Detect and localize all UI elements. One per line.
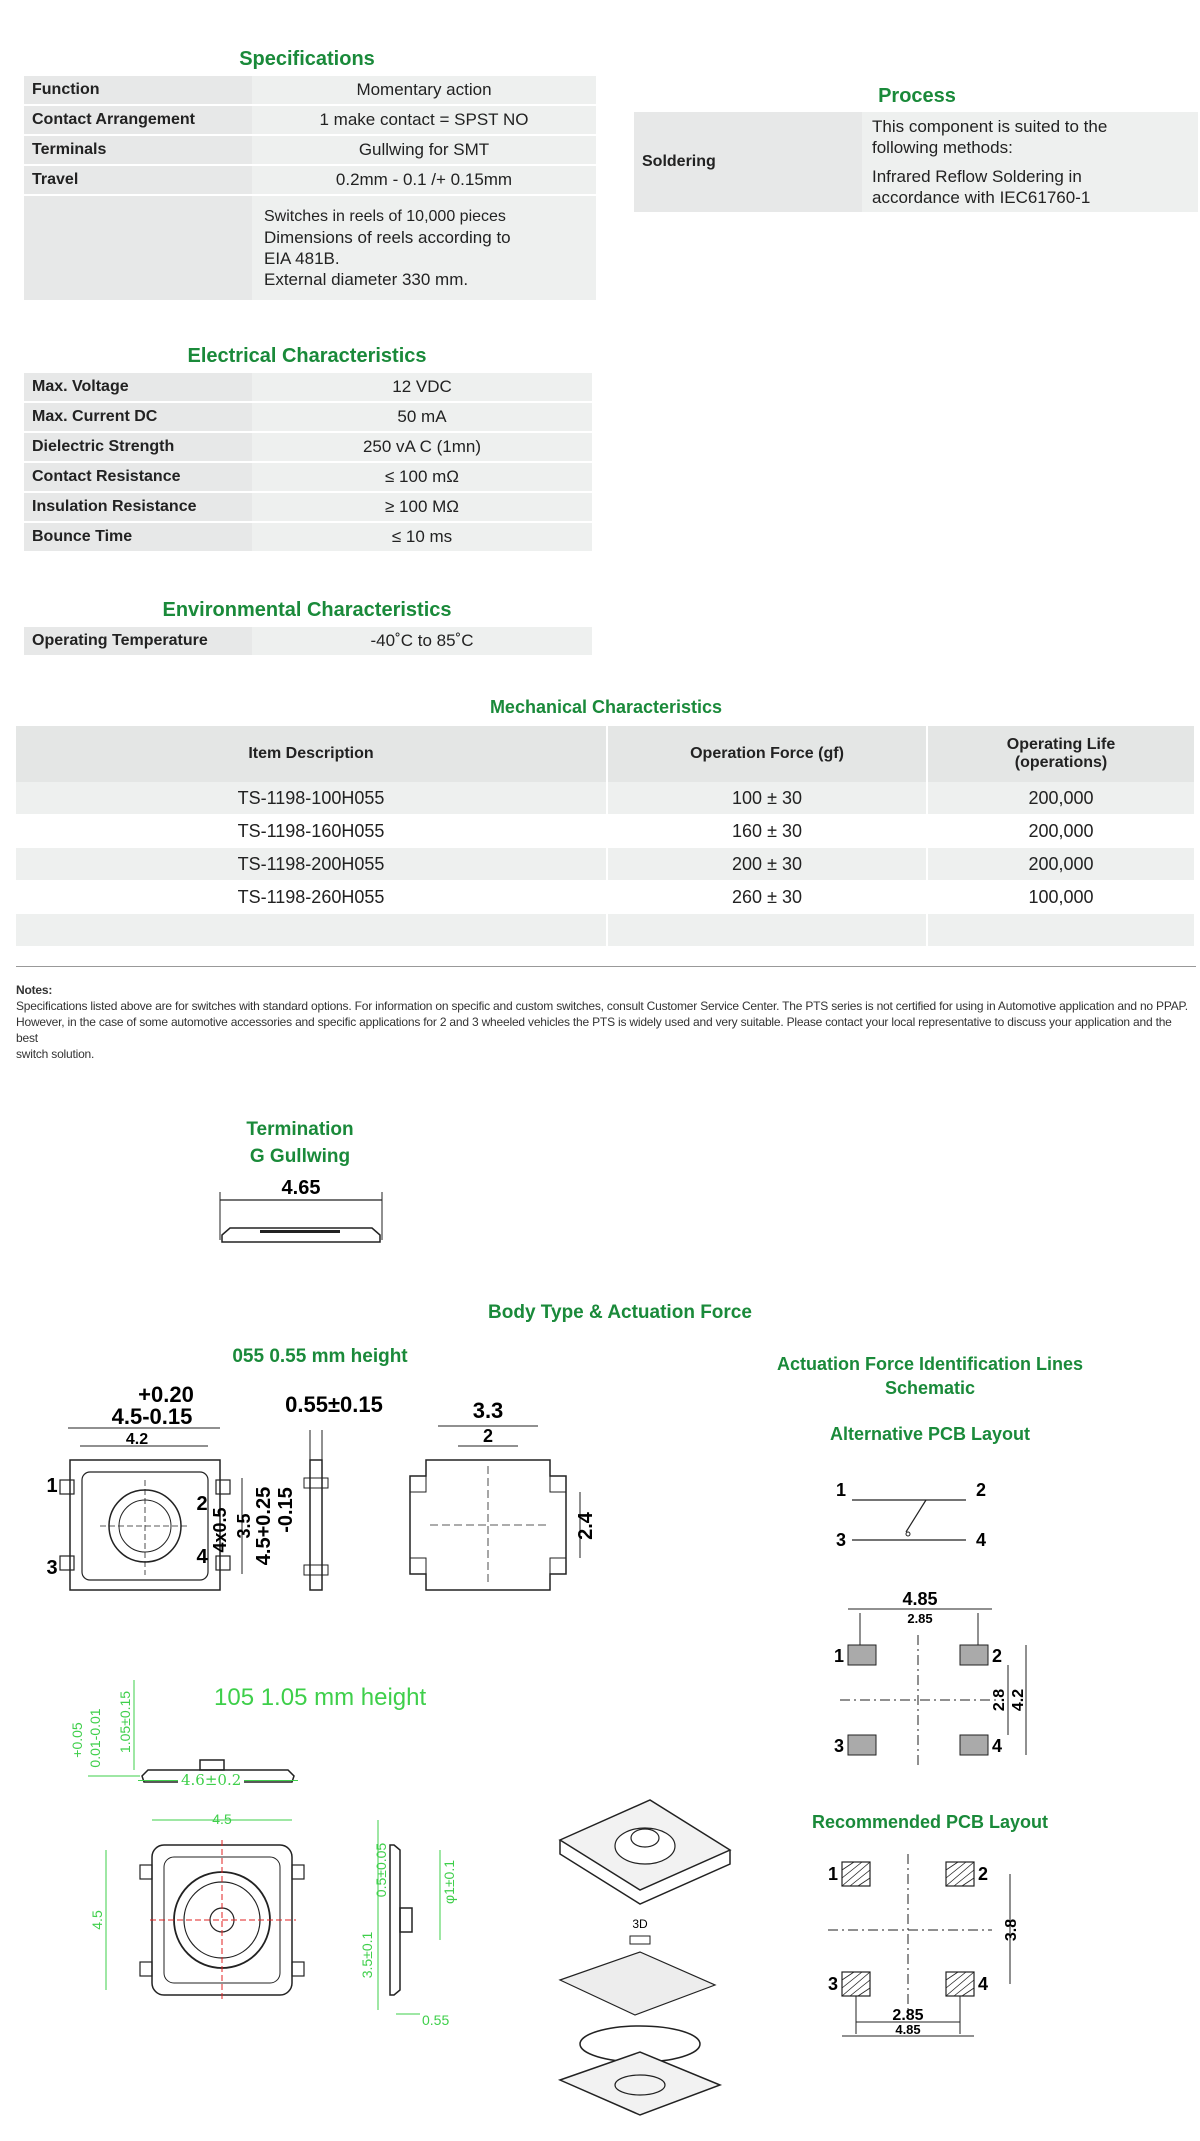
table-row <box>16 914 1195 947</box>
table-row <box>24 105 596 135</box>
pin-label: 2 <box>196 1493 208 1515</box>
dim-plus: +0.20 <box>138 1382 194 1407</box>
environmental-table <box>24 627 592 657</box>
pin-pad <box>216 1556 230 1570</box>
alt-pcb-title: Alternative PCB Layout <box>829 1424 1031 1444</box>
pin-label: 1 <box>836 1480 847 1500</box>
specifications-table <box>24 76 596 302</box>
side-body <box>390 1845 400 1995</box>
table-row <box>16 782 1195 815</box>
force-cell: 100 ± 30 <box>607 782 927 815</box>
pin-label: 4 <box>992 1736 1003 1756</box>
termination-title-line2: G Gullwing <box>249 1146 351 1167</box>
force-cell: 260 ± 30 <box>607 881 927 914</box>
pin-label: 2 <box>992 1646 1003 1666</box>
header-operating-life-line2: (operations) <box>1014 754 1108 771</box>
item-cell: TS-1198-200H055 <box>16 848 607 881</box>
rec-pcb-title: Recommended PCB Layout <box>811 1812 1049 1832</box>
pin-label: 4 <box>976 1530 987 1550</box>
pin-label: 1 <box>834 1646 845 1666</box>
dim-3-5: 3.5 <box>234 1513 254 1539</box>
item-cell <box>16 947 607 980</box>
pin-pad <box>140 1962 152 1976</box>
dim-minus: -0.15 <box>275 1487 297 1533</box>
spec-value: ≤ 10 ms <box>252 522 592 552</box>
table-row <box>24 432 592 462</box>
dim-width-main: 4.5-0.15 <box>111 1404 193 1429</box>
side-pin <box>304 1565 328 1575</box>
spec-label: Contact Arrangement <box>24 105 252 135</box>
dim-right-a: 0.5±0.05 <box>373 1842 389 1898</box>
h105-title: 105 1.05 mm height <box>214 1684 427 1711</box>
spec-value: Momentary action <box>252 76 596 105</box>
table-row <box>24 135 596 165</box>
force-cell: 160 ± 30 <box>607 815 927 848</box>
h055-title: 055 0.55 mm height <box>232 1346 408 1367</box>
label-3d: 3D <box>632 1917 648 1931</box>
pin-label: 2 <box>976 1480 987 1500</box>
spec-label: Function <box>24 76 252 105</box>
dim-top-width: 4.5 <box>212 1811 232 1827</box>
dim-outer: 4.85 <box>902 1589 938 1609</box>
schematic-title-line2: Schematic <box>884 1378 976 1398</box>
force-cell: 200 ± 30 <box>607 848 927 881</box>
process-line: following methods: <box>872 138 1013 157</box>
dim-top-width: 3.3 <box>472 1398 504 1423</box>
notes <box>16 982 1196 1062</box>
pin-pad <box>216 1480 230 1494</box>
3d-plunger <box>630 1936 650 1944</box>
schematic-title-line1: Actuation Force Identification Lines <box>776 1354 1084 1374</box>
spec-value: 12 VDC <box>252 373 592 402</box>
bottom-pad <box>410 1558 426 1574</box>
spec-value: 50 mA <box>252 402 592 432</box>
pin-label: 4 <box>978 1974 989 1994</box>
schematic-switch <box>906 1500 926 1532</box>
dim-right-c: φ1±0.1 <box>441 1859 457 1905</box>
dim-side-c: 1.05±0.15 <box>117 1690 133 1754</box>
dim-4-5: 4.5+0.25 <box>253 1486 275 1566</box>
table-row <box>16 848 1195 881</box>
table-row <box>634 112 1198 213</box>
spec-label: Travel <box>24 165 252 195</box>
dim-bottom-width: 4.6±0.2 <box>178 1771 244 1789</box>
packaging-line: Switches in reels of 10,000 pieces <box>264 208 506 225</box>
spec-label-empty <box>24 195 252 301</box>
dim-right-d: 0.55 <box>422 2012 450 2028</box>
header-operation-force: Operation Force (gf) <box>607 726 927 782</box>
table-row <box>24 165 596 195</box>
item-cell: TS-1198-260H055 <box>16 881 607 914</box>
spec-value: 0.2mm - 0.1 /+ 0.15mm <box>252 165 596 195</box>
3d-base <box>560 2052 720 2115</box>
pin-pad <box>292 1962 304 1976</box>
electrical-title: Electrical Characteristics <box>187 345 427 367</box>
pin-label: 1 <box>828 1864 839 1884</box>
spec-label: Max. Voltage <box>24 373 252 402</box>
process-line: accordance with IEC61760-1 <box>872 188 1091 207</box>
dim-inner: 2.85 <box>907 1611 933 1626</box>
electrical-table <box>24 373 592 553</box>
spec-label: Terminals <box>24 135 252 165</box>
spec-label: Contact Resistance <box>24 462 252 492</box>
spec-value: ≤ 100 mΩ <box>252 462 592 492</box>
pcb-pad <box>848 1735 876 1755</box>
pin-label: 3 <box>46 1557 58 1579</box>
process-line: This component is suited to the <box>872 117 1108 136</box>
schematic-contact <box>906 1532 910 1536</box>
spec-label: Insulation Resistance <box>24 492 252 522</box>
termination-title <box>200 1116 400 1170</box>
pin-label: 1 <box>46 1475 58 1497</box>
dim-v: 3.8 <box>1003 1918 1020 1942</box>
table-header-row <box>16 726 1195 782</box>
table-row <box>16 881 1195 914</box>
spec-value: ≥ 100 MΩ <box>252 492 592 522</box>
table-row <box>24 492 592 522</box>
rec-pcb-drawing <box>820 1850 1040 2040</box>
item-cell <box>16 914 607 947</box>
pcb-pad <box>960 1735 988 1755</box>
process-label: Soldering <box>634 112 862 213</box>
table-row <box>24 195 596 301</box>
dim-v-inner: 2.8 <box>991 1688 1008 1712</box>
spec-value: 250 vA C (1mn) <box>252 432 592 462</box>
spec-label: Operating Temperature <box>24 627 252 656</box>
environmental-title: Environmental Characteristics <box>162 599 452 621</box>
packaging-line: Dimensions of reels according to <box>264 228 511 247</box>
spec-label: Bounce Time <box>24 522 252 552</box>
h055-drawing <box>40 1380 600 1600</box>
bottom-pad <box>550 1476 566 1492</box>
table-row <box>24 522 592 552</box>
table-row <box>24 627 592 656</box>
notes-line: However, in the case of some automotive accessories and specific applications for 2 and 3 wheeled vehicles the PTS is widely used and very suitable. Please contact your local representative to discuss your application and the best <box>16 1015 1172 1045</box>
table-row <box>24 373 592 402</box>
spec-label: Max. Current DC <box>24 402 252 432</box>
life-cell: 200,000 <box>927 782 1195 815</box>
spec-label: Dielectric Strength <box>24 432 252 462</box>
spec-value: 1 make contact = SPST NO <box>252 105 596 135</box>
dim-left-height: 4.5 <box>89 1910 105 1930</box>
pin-label: 3 <box>836 1530 847 1550</box>
mechanical-title: Mechanical Characteristics <box>489 697 723 717</box>
dim-inner: 2.85 <box>892 2007 924 2024</box>
termination-dim-label: 4.65 <box>281 1177 321 1199</box>
dim-side-a: +0.05 <box>69 1722 85 1758</box>
termination-title-line1: Termination <box>246 1119 354 1140</box>
header-operating-life-line1: Operating Life <box>1006 736 1116 753</box>
divider <box>16 966 1196 967</box>
process-line: Infrared Reflow Soldering in <box>872 167 1082 186</box>
life-cell: 200,000 <box>927 848 1195 881</box>
life-cell <box>927 947 1195 980</box>
table-row <box>24 76 596 105</box>
alt-pcb-drawing <box>820 1585 1040 1775</box>
h105-top-drawing <box>80 1810 320 2020</box>
item-cell: TS-1198-100H055 <box>16 782 607 815</box>
dim-width-inner: 4.2 <box>125 1431 149 1448</box>
side-actuator <box>200 1760 224 1770</box>
spec-value: -40˚C to 85˚C <box>252 627 592 656</box>
mechanical-table <box>16 726 1196 980</box>
bottom-pad <box>410 1476 426 1492</box>
header-item-description: Item Description <box>16 726 607 782</box>
item-cell: TS-1198-160H055 <box>16 815 607 848</box>
dim-top-inner: 2 <box>482 1426 494 1446</box>
h105-right-drawing <box>350 1810 470 2060</box>
3d-actuator-button <box>631 1829 659 1847</box>
life-cell: 200,000 <box>927 815 1195 848</box>
3d-film-layer <box>560 1952 715 2015</box>
dim-outer: 4.85 <box>895 2022 921 2037</box>
dim-pin-width: 4x0.5 <box>210 1507 230 1553</box>
notes-line: Specifications listed above are for switches with standard options. For information on specific and custom switches, consult Customer Service Center. The PTS series is not certified for using in Automotive application and no PPAP. <box>16 999 1188 1013</box>
table-row <box>16 815 1195 848</box>
force-cell <box>607 947 927 980</box>
pin-pad <box>292 1865 304 1879</box>
termination-drawing <box>210 1170 390 1250</box>
pin-label: 2 <box>978 1864 989 1884</box>
force-cell <box>607 914 927 947</box>
pcb-pad <box>960 1645 988 1665</box>
life-cell: 100,000 <box>927 881 1195 914</box>
dim-right-b: 3.5±0.1 <box>359 1931 375 1979</box>
header-operating-life <box>927 726 1195 782</box>
pcb-pad <box>848 1645 876 1665</box>
dim-height: 0.55±0.15 <box>285 1392 383 1417</box>
process-table <box>634 112 1198 214</box>
pin-pad <box>60 1556 74 1570</box>
table-row <box>24 462 592 492</box>
pin-label: 3 <box>834 1736 845 1756</box>
pin-label: 3 <box>828 1974 839 1994</box>
pin-pad <box>60 1480 74 1494</box>
process-title: Process <box>878 85 956 107</box>
packaging-info <box>252 195 596 301</box>
life-cell <box>927 914 1195 947</box>
spec-value: Gullwing for SMT <box>252 135 596 165</box>
specifications-title: Specifications <box>239 48 375 70</box>
packaging-line: External diameter 330 mm. <box>264 270 469 289</box>
process-info <box>862 112 1198 213</box>
side-actuator <box>400 1908 412 1932</box>
pin-pad <box>140 1865 152 1879</box>
notes-title: Notes: <box>16 983 53 997</box>
schematic-title <box>760 1352 1100 1400</box>
side-pin <box>304 1478 328 1488</box>
gullwing-actuator <box>260 1230 340 1233</box>
packaging-line: EIA 481B. <box>264 249 340 268</box>
schematic-drawing <box>830 1470 1010 1550</box>
dim-side-b: 0.01-0.01 <box>87 1708 103 1768</box>
side-profile <box>310 1460 322 1590</box>
notes-line: switch solution. <box>16 1047 95 1061</box>
dim-right-height: 2.4 <box>575 1512 597 1540</box>
exploded-3d-drawing <box>540 1780 760 2130</box>
pin-label: 4 <box>196 1546 208 1568</box>
table-row <box>24 402 592 432</box>
bottom-pad <box>550 1558 566 1574</box>
table-row <box>16 947 1195 980</box>
body-type-title: Body Type & Actuation Force <box>488 1302 752 1323</box>
dim-v-outer: 4.2 <box>1010 1688 1027 1712</box>
